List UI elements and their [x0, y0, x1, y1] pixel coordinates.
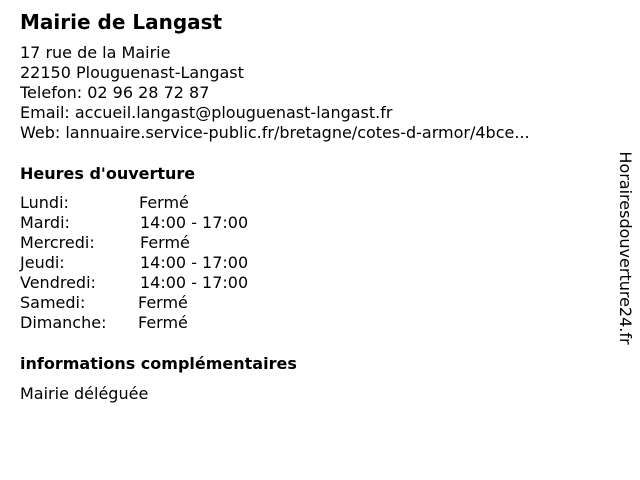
hours-value: 14:00 - 17:00: [140, 273, 249, 292]
day-label: Vendredi:: [20, 273, 96, 292]
day-label: Mercredi:: [20, 233, 95, 252]
day-label: Jeudi:: [20, 253, 65, 272]
site-watermark: Horairesdouverture24.fr: [616, 151, 635, 345]
additional-info-text: Mairie déléguée: [20, 384, 149, 403]
email-line: Email: accueil.langast@plouguenast-langast.fr: [20, 103, 393, 122]
web-line: Web: lannuaire.service-public.fr/bretagne/cotes-d-armor/4bce...: [20, 123, 530, 142]
hours-value: Fermé: [138, 293, 188, 312]
page-title: Mairie de Langast: [20, 10, 223, 34]
city-line: 22150 Plouguenast-Langast: [20, 63, 244, 82]
opening-hours-heading: Heures d'ouverture: [20, 164, 196, 183]
additional-info-heading: informations complémentaires: [20, 354, 297, 373]
phone-line: Telefon: 02 96 28 72 87: [20, 83, 210, 102]
hours-value: 14:00 - 17:00: [140, 213, 249, 232]
day-label: Mardi:: [20, 213, 70, 232]
hours-value: 14:00 - 17:00: [140, 253, 249, 272]
day-label: Lundi:: [20, 193, 69, 212]
street-address: 17 rue de la Mairie: [20, 43, 171, 62]
day-label: Samedi:: [20, 293, 86, 312]
day-label: Dimanche:: [20, 313, 107, 332]
hours-value: Fermé: [140, 233, 190, 252]
address-block: [20, 43, 590, 143]
hours-value: Fermé: [139, 193, 189, 212]
hours-value: Fermé: [138, 313, 188, 332]
